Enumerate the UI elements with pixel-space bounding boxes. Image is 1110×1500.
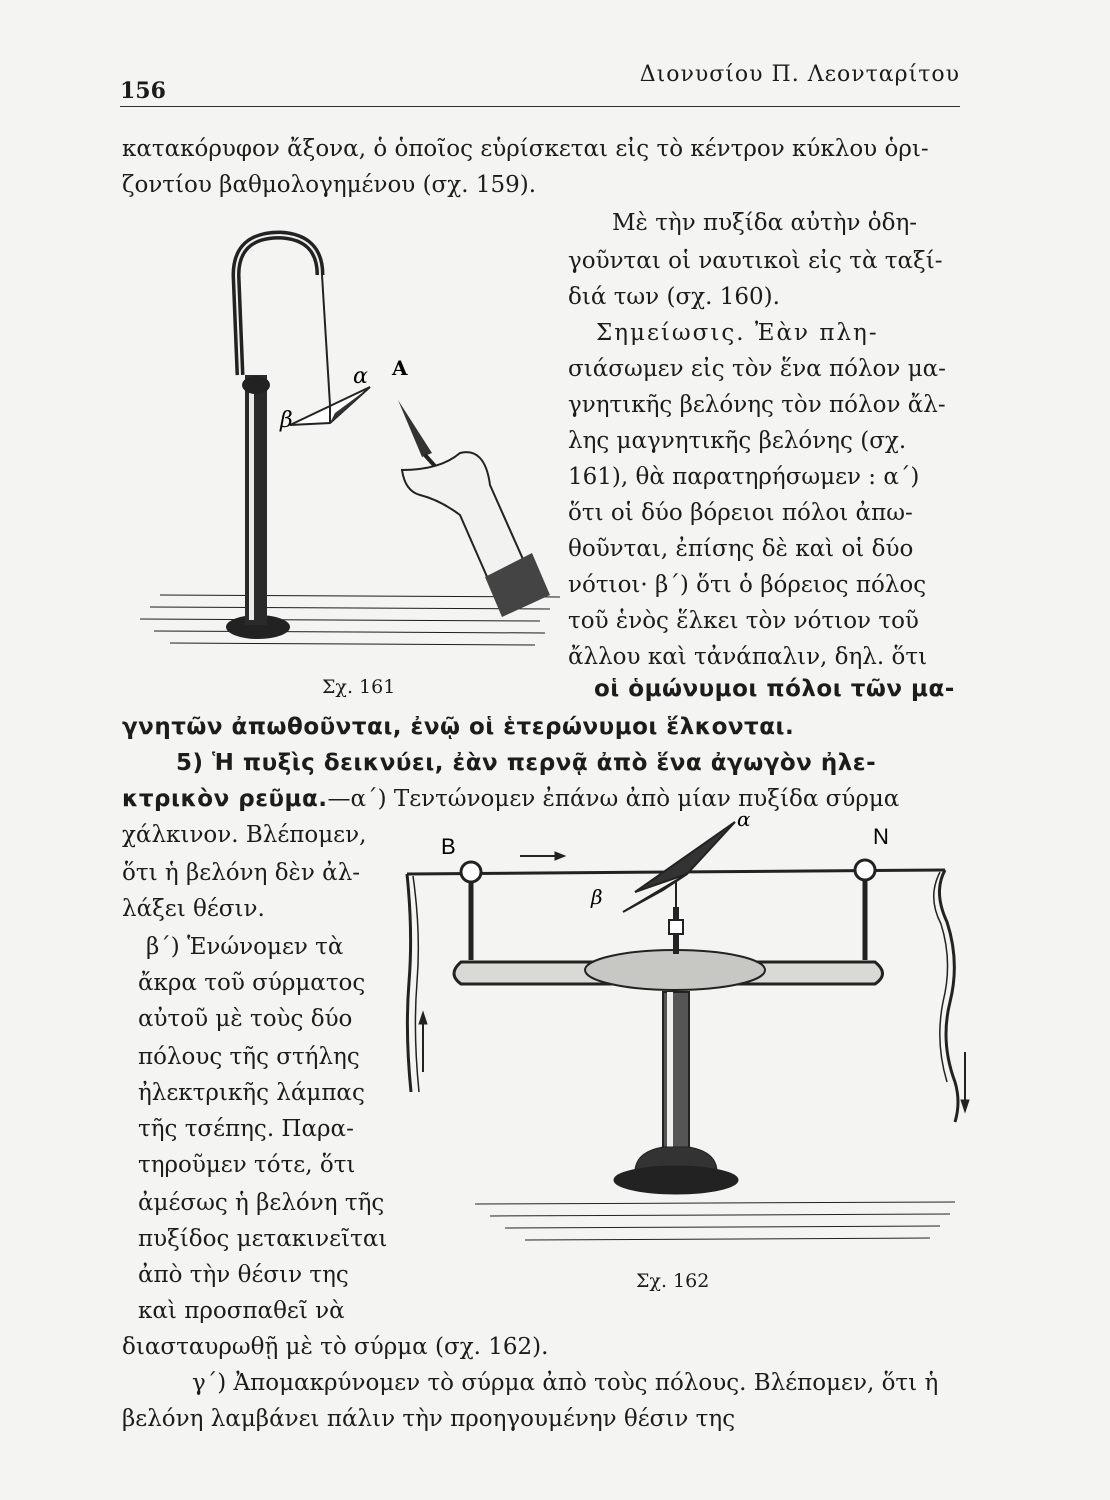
text-line: γνητῶν ἀπωθοῦνται, ἐνῷ οἱ ἑτερώνυμοι ἕλκονται. [122,714,795,740]
label-a-161: α [353,364,368,389]
text-line: διασταυρωθῇ μὲ τὸ σύρμα (σχ. 162). [122,1334,549,1360]
text-line: λης μαγνητικῆς βελόνης (σχ. [568,428,907,454]
text-line: ἀπὸ τὴν θέσιν της [138,1262,349,1288]
text-line: ἄκρα τοῦ σύρματος [138,970,366,996]
text-line: ἠλεκτρικῆς λάμπας [138,1080,365,1106]
magnetic-needle-162 [623,822,735,912]
text-line: Σημείωσις. Ἐὰν πλη- [596,320,879,346]
text-line: γοῦνται οἱ ναυτικοὶ εἰς τὰ ταξί- [568,248,943,274]
text-line: β΄) Ἑνώνομεν τὰ [146,934,344,960]
label-B-162: B [441,834,456,859]
figure-162 [395,812,975,1252]
figure-161 [140,215,560,655]
label-A-161: A [392,356,408,380]
text-line: πόλους τῆς στήλης [138,1044,360,1070]
text-line: χάλκινον. Βλέπομεν, [122,822,367,848]
text-line: τηροῦμεν τότε, ὅτι [138,1152,356,1178]
text-line: καὶ προσπαθεῖ νὰ [138,1298,345,1324]
running-head: Διονυσίου Π. Λεονταρίτου [639,62,960,87]
stand-161 [226,235,330,639]
text-line: τοῦ ἑνὸς ἕλκει τὸν νότιον τοῦ [568,608,919,634]
text-line: σιάσωμεν εἰς τὸν ἕνα πόλον μα- [568,356,946,382]
text-line: γνητικῆς βελόνης τὸν πόλον ἄλ- [568,392,946,418]
label-b-161: β [280,408,293,433]
text-line [122,782,899,816]
label-N-162: N [873,824,889,849]
table-hatching-162 [475,1202,955,1240]
text-line: βελόνη λαμβάνει πάλιν τὴν προηγουμένην θέσιν της [122,1406,736,1432]
label-a-162: α [737,812,751,831]
figure-161-caption: Σχ. 161 [322,676,396,698]
text-line: αὐτοῦ μὲ τοὺς δύο [138,1006,353,1032]
text-line [176,746,876,780]
text-line: θοῦνται, ἐπίσης δὲ καὶ οἱ δύο [568,536,914,562]
text-line: γ΄) Ἀπομακρύνομεν τὸ σύρμα ἀπὸ τοὺς πόλους. Βλέπομεν, ὅτι ἡ [192,1370,939,1396]
text-line: κατακόρυφον ἄξονα, ὁ ὁποῖος εὑρίσκεται εἰς τὸ κέντρον κύκλου ὁρι- [122,136,929,162]
text-line: Μὲ τὴν πυξίδα αὐτὴν ὁδη- [612,210,918,236]
magnet-in-hand-161 [398,400,550,617]
header-rule [120,106,960,107]
text-line: πυξίδος μετακινεῖται [138,1226,388,1252]
label-b-162: β [591,885,603,909]
text-line: ἄλλου καὶ τἀνάπαλιν, δηλ. ὅτι [568,644,928,670]
figure-162-caption: Σχ. 162 [636,1270,710,1292]
text-line: ὅτι ἡ βελόνη δὲν ἀλ- [122,860,361,886]
section-heading-end: κτρικὸν ρεῦμα. [122,786,328,812]
text-line: ζοντίου βαθμολογημένου (σχ. 159). [122,172,536,198]
text-line: 161), θὰ παρατηρήσωμεν : α΄) [568,464,920,490]
compass-stand-162 [454,860,883,1194]
section-text: —α΄) Τεντώνομεν ἐπάνω ἀπὸ μίαν πυξίδα σύρμα [327,786,900,812]
text-line: διά των (σχ. 160). [568,284,780,310]
text-line: νότιοι· β΄) ὅτι ὁ βόρειος πόλος [568,572,927,598]
section-heading: 5) Ἡ πυξὶς δεικνύει, ἐὰν περνᾷ ἀπὸ ἕνα ἀγωγὸν ἠλε- [176,750,877,776]
text-line: οἱ ὁμώνυμοι πόλοι τῶν μα- [594,676,955,702]
text-line: ἀμέσως ἡ βελόνη τῆς [138,1190,385,1216]
text-line: ὅτι οἱ δύο βόρειοι πόλοι ἀπω- [568,500,913,526]
page-number: 156 [120,78,166,104]
text-line: λάξει θέσιν. [122,896,265,922]
text-line: τῆς τσέπης. Παρα- [138,1116,354,1142]
